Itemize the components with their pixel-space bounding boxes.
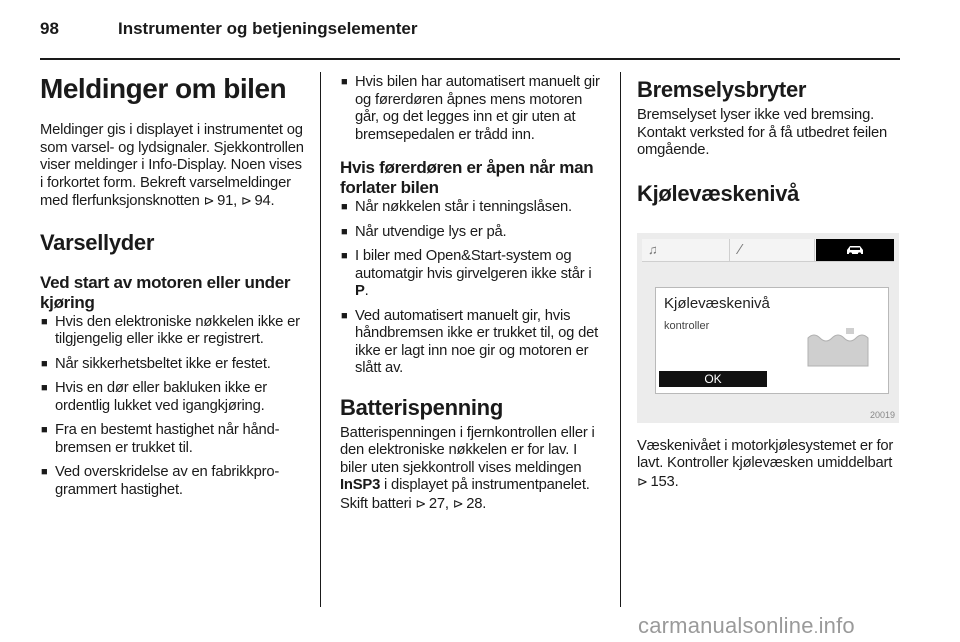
page-ref-link[interactable]: ⊳ 91,: [203, 193, 238, 209]
chapter-title: Instrumenter og betjeningselementer: [118, 19, 418, 38]
header-rule: [40, 58, 900, 60]
list-item: ■ Når nøkkelen står i tenningslåsen.: [341, 199, 572, 215]
column-divider-2: [620, 72, 621, 607]
display-code: InSP3: [340, 477, 381, 493]
list-item: ■ Når sikkerhetsbeltet ikke er festet.: [41, 355, 271, 372]
ref-arrow-icon: ⊳: [452, 495, 464, 511]
battery-paragraph: Batterispenningen i fjernkontrollen eller i den elektroniske nøkkelen er for lav. I biler uten sjekkontroll vises meldingen InSP3 i displayet på instrumentpanelet. Skift batteri ⊳ 27, ⊳ 28.: [340, 424, 595, 512]
bullet-icon: ■: [41, 466, 48, 478]
section-heading-kjolevaeske: Kjølevæskenivå: [637, 180, 800, 206]
list-item: ■ Ved automatisert manuelt gir, hvis håndbremsen ikke er trukket til, og det ikke er lagt inn noe gir og motoren er slått av.: [341, 307, 599, 376]
section-heading-batterispenning: Batterispenning: [340, 394, 503, 420]
subheading-driver-door: Hvis førerdøren er åpen når man forlater bilen: [340, 158, 594, 197]
music-note-icon: ♫: [642, 239, 730, 261]
gear-letter: P: [355, 283, 365, 299]
ref-arrow-icon: ⊳: [203, 193, 215, 208]
list-item: ■ I biler med Open&Start-system og automatgir hvis girvelgeren ikke står i P.: [341, 248, 592, 299]
bullet-icon: ■: [341, 309, 348, 322]
column-1: [40, 70, 306, 506]
section-heading-meldinger: Meldinger om bilen: [40, 73, 287, 104]
ref-arrow-icon: ⊳: [415, 495, 427, 511]
bullet-icon: ■: [341, 225, 348, 238]
list-item: ■ Hvis den elektroniske nøkkelen ikke er tilgjengelig eller ikke er registrert.: [41, 313, 300, 347]
column-3: [637, 76, 905, 491]
coolant-paragraph: Væskenivået i motorkjølesystemet er for lavt. Kontroller kjølevæsken umiddelbart ⊳ 153.: [637, 437, 894, 490]
message-title: Kjølevæskenivå: [664, 294, 770, 312]
figure-number: 20019: [869, 409, 895, 420]
page-ref-link[interactable]: ⊳ 94.: [241, 193, 275, 209]
coolant-message-box: [655, 287, 889, 394]
page-ref-link[interactable]: ⊳ 28.: [452, 495, 487, 512]
page-ref-link[interactable]: ⊳ 27,: [415, 495, 449, 512]
subheading-start-motor: Ved start av motoren eller under kjøring: [40, 272, 291, 312]
list-item: ■ Hvis en dør eller bakluken ikke er ordentlig lukket ved igangkjøring.: [41, 380, 267, 414]
coolant-display-figure: [637, 233, 899, 423]
intro-paragraph: [40, 122, 306, 211]
page-number: 98: [40, 19, 59, 38]
brake-paragraph: Bremselyset lyser ikke ved bremsing. Kontakt verksted for å få utbedret feilen omgående.: [637, 107, 888, 158]
warning-list: [40, 314, 306, 500]
door-warning-list: [340, 199, 606, 378]
page-ref-link[interactable]: ⊳ 153.: [637, 473, 679, 490]
ref-arrow-icon: ⊳: [637, 473, 648, 489]
column-divider-1: [320, 72, 321, 607]
bullet-icon: ■: [341, 201, 348, 213]
message-subtitle: kontroller: [664, 319, 710, 332]
bullet-icon: ■: [41, 315, 48, 328]
car-icon: [816, 239, 894, 261]
bullet-icon: ■: [41, 357, 48, 370]
intro-text: Meldinger gis i displayet i instrumentet og som varsel- og lydsignaler. Sjekkontrollen viser meldinger i Info-Display. Noen vises i forkortet form. Bekreft varselmeldinger med flerfunksjonsknotten: [40, 122, 304, 209]
phone-icon: ⁄: [731, 239, 815, 261]
warning-list-continued: [340, 74, 606, 144]
coolant-tank-icon: [806, 328, 870, 368]
ok-button: OK: [659, 371, 767, 387]
section-heading-varsellyder: Varsellyder: [40, 229, 155, 255]
bullet-icon: ■: [41, 424, 48, 436]
bullet-icon: ■: [41, 382, 48, 394]
column-2: [340, 74, 606, 513]
section-heading-bremselys: Bremselysbryter: [637, 77, 807, 102]
bullet-icon: ■: [341, 76, 348, 88]
list-item: ■ Når utvendige lys er på.: [341, 223, 507, 240]
list-item: ■ Ved overskridelse av en fabrikkprogrammert hastighet.: [41, 464, 280, 498]
bullet-icon: ■: [341, 250, 348, 262]
ref-arrow-icon: ⊳: [241, 193, 252, 208]
watermark: carmanualsonline.info: [638, 613, 855, 638]
list-item: ■ Fra en bestemt hastighet når håndbremsen er trukket til.: [41, 422, 280, 456]
list-item: ■ Hvis bilen har automatisert manuelt gir og førerdøren åpnes mens motoren går, og det legges inn et gir uten at bremsepedalen er trådd inn.: [341, 74, 600, 143]
